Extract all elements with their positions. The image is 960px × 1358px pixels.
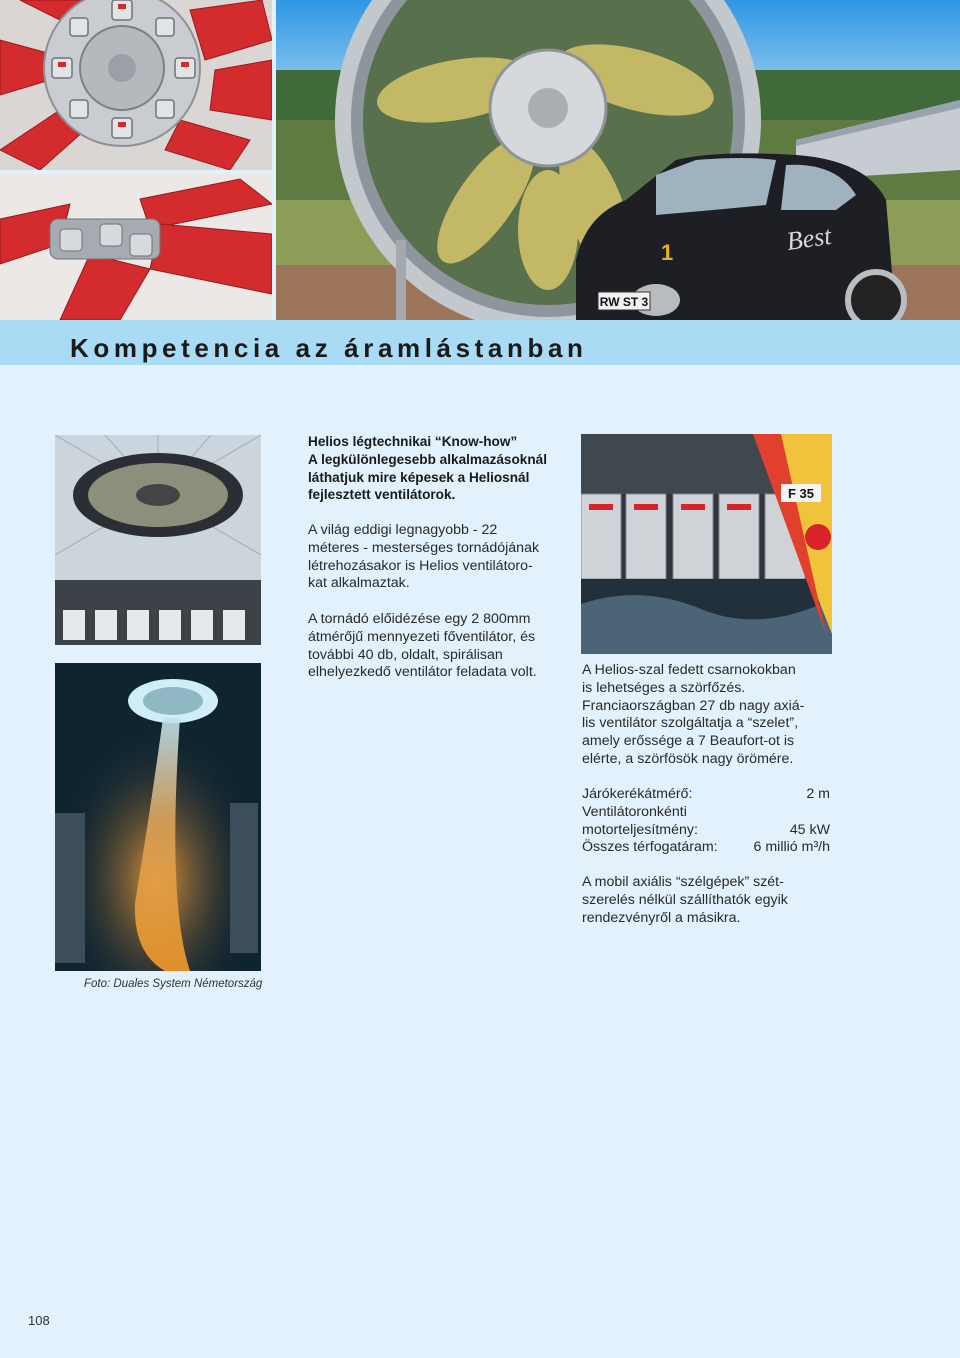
paragraph-line: A tornádó előidézése egy 2 800mm (308, 611, 531, 627)
spec-label: Ventilátoronkénti (582, 803, 687, 820)
page-title: Kompetencia az áramlástanban (70, 333, 588, 363)
paragraph-line: lis ventilátor szolgáltatja a “szelet”, (582, 715, 799, 732)
paragraph-line: is lehetséges a szörfőzés. (582, 679, 746, 696)
paragraph-surf-hall (582, 662, 804, 769)
paragraph-mobile-fans (582, 874, 788, 927)
spec-label: motorteljesítmény: (582, 821, 698, 838)
paragraph-line: elérte, a szörfösök nagy örömére. (582, 750, 794, 767)
indoor-surf-fans-photo (581, 434, 832, 654)
spec-label: Összes térfogatáram: (582, 839, 718, 856)
paragraph-line: A mobil axiális “szélgépek” szét- (582, 874, 784, 890)
spec-row (582, 804, 830, 822)
paragraph-line: kat alkalmaztak. (308, 575, 410, 592)
intro-line: Helios légtechnikai “Know-how” (308, 434, 518, 449)
spec-row (582, 839, 830, 857)
paragraph-line: A Helios-szal fedett csarnokokban (582, 662, 796, 678)
intro-line: láthatjuk mire képesek a Heliosnál (308, 469, 530, 485)
paragraph-line: A világ eddigi legnagyobb - 22 (308, 522, 498, 538)
spec-value: 2 m (806, 786, 830, 802)
paragraph-line: szerelés nélkül szállíthatók egyik (582, 891, 788, 908)
spec-list (582, 786, 830, 857)
paragraph-line: létrehozásakor is Helios ventilátoro- (308, 557, 533, 574)
paragraph-line: átmérőjű mennyezeti főventilátor, és (308, 628, 536, 645)
ceiling-fan-dome-photo (55, 435, 261, 645)
spec-row (582, 786, 830, 804)
spec-label: Járókerékátmérő: (582, 786, 693, 802)
paragraph-line: rendezvényről a másikra. (582, 909, 741, 926)
red-fan-blades-hub-photo (0, 0, 272, 170)
paragraph-line: elhelyezkedő ventilátor feladata volt. (308, 664, 537, 681)
paragraph-line: további 40 db, oldalt, spirálisan (308, 646, 503, 663)
paragraph-tornado-fans (308, 611, 537, 682)
page-number: 108 (28, 1313, 50, 1328)
intro-line: fejlesztett ventilátorok. (308, 487, 456, 503)
spec-value: 6 millió m³/h (753, 839, 830, 856)
large-axial-fan-with-car-photo (276, 0, 960, 320)
svg-text:1: 1 (661, 240, 674, 265)
paragraph-line: méteres - mesterséges tornádójának (308, 539, 540, 556)
car-plate: RW ST 3 (599, 295, 649, 309)
sail-number: F 35 (787, 486, 815, 501)
paragraph-tornado-record (308, 522, 539, 593)
paragraph-line: Franciaországban 27 db nagy axiá- (582, 697, 805, 714)
intro-line: A legkülönlegesebb alkalmazásoknál (308, 451, 547, 467)
artificial-tornado-photo (55, 663, 261, 971)
photo-caption: Foto: Duales System Németország (84, 978, 263, 990)
red-fan-blades-side-photo (0, 174, 272, 320)
car-brand-text: Best (784, 220, 834, 256)
paragraph-line: amely erőssége a 7 Beaufort-ot is (582, 733, 795, 750)
spec-row (582, 822, 830, 840)
spec-value: 45 kW (789, 821, 830, 838)
intro-heading-block (308, 433, 547, 504)
